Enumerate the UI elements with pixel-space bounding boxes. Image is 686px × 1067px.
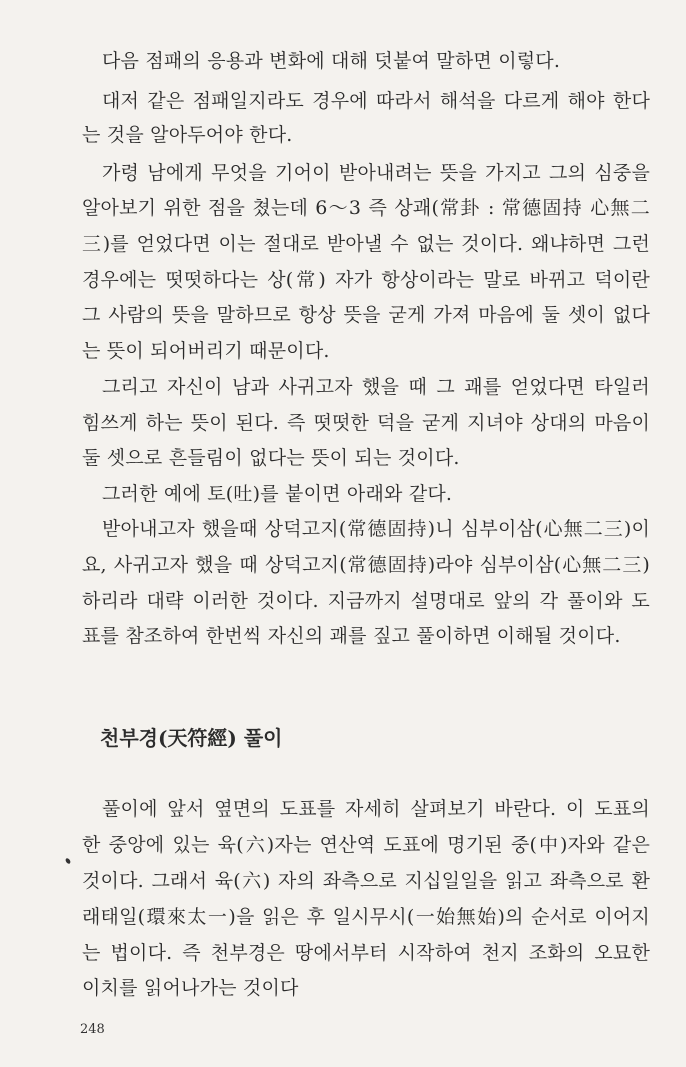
text-line: 알아보기 위한 점을 쳤는데 6～3 즉 상괘(常卦 : 常德固持 心無二 [82,197,650,219]
text-line: 풀이에 앞서 옆면의 도표를 자세히 살펴보기 바란다. 이 도표의 [102,798,650,820]
text-line: 힘쓰게 하는 뜻이 된다. 즉 떳떳한 덕을 굳게 지녀야 상대의 마음이 [82,412,650,434]
page-number: 248 [80,1022,105,1037]
text-line: 대저 같은 점패일지라도 경우에 따라서 해석을 다르게 해야 한다 [102,90,650,112]
text-line: 다음 점패의 응용과 변화에 대해 덧붙여 말하면 이렇다. [102,50,561,72]
text-line: 가령 남에게 무엇을 기어이 받아내려는 뜻을 가지고 그의 심중을 [102,162,650,184]
text-line: 는 법이다. 즉 천부경은 땅에서부터 시작하여 천지 조화의 오묘한 [82,942,650,964]
text-line: 그 사람의 뜻을 말하므로 항상 뜻을 굳게 가져 마음에 둘 셋이 없다 [82,304,650,326]
text-line: 한 중앙에 있는 육(六)자는 연산역 도표에 명기된 중(中)자와 같은 [82,834,650,856]
text-line: 하리라 대략 이러한 것이다. 지금까지 설명대로 앞의 각 풀이와 도 [82,590,650,612]
text-line: 것이다. 그래서 육(六) 자의 좌측으로 지십일일을 읽고 좌측으로 환 [82,870,650,892]
text-line: 둘 셋으로 흔들림이 없다는 뜻이 되는 것이다. [82,447,460,469]
text-line: 요, 사귀고자 했을 때 상덕고지(常德固持)라야 심부이삼(心無二三) [82,554,650,576]
text-line: 는 것을 알아두어야 한다. [82,124,293,146]
text-line: 이치를 읽어나가는 것이다 [82,977,299,999]
text-line: 받아내고자 했을때 상덕고지(常德固持)니 심부이삼(心無二三)이 [102,518,650,540]
section-heading: 천부경(天符經) 풀이 [100,726,283,750]
ink-speck [65,857,72,864]
text-line: 래태일(環來太一)을 읽은 후 일시무시(一始無始)의 순서로 이어지 [82,906,650,928]
text-line: 그러한 예에 토(吐)를 붙이면 아래와 같다. [102,483,453,505]
text-line: 경우에는 떳떳하다는 상(常) 자가 항상이라는 말로 바뀌고 덕이란 [82,269,650,291]
text-line: 는 뜻이 되어버리기 때문이다. [82,340,330,362]
text-line: 三)를 얻었다면 이는 절대로 받아낼 수 없는 것이다. 왜냐하면 그런 [82,233,650,255]
text-line: 표를 참조하여 한번씩 자신의 괘를 짚고 풀이하면 이해될 것이다. [82,625,621,647]
text-line: 그리고 자신이 남과 사귀고자 했을 때 그 괘를 얻었다면 타일러 [102,376,650,398]
